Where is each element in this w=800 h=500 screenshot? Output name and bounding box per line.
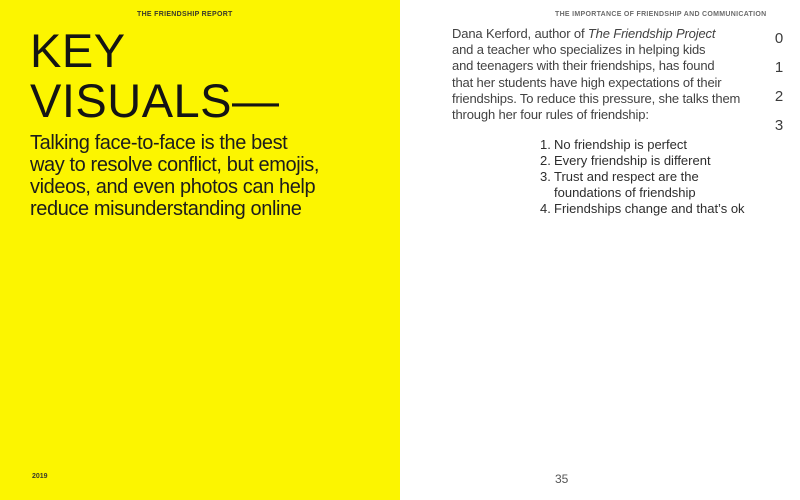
- list-text: foundations of friendship: [554, 185, 696, 200]
- page-number: 35: [555, 472, 569, 486]
- right-page: [400, 0, 800, 500]
- list-item: [540, 201, 745, 217]
- paragraph-line-1: [452, 26, 740, 42]
- list-marker: 2.: [540, 153, 551, 168]
- margin-digits: [770, 24, 788, 140]
- list-item: [540, 153, 745, 169]
- rules-list: [540, 137, 745, 217]
- margin-digit-2: 2: [774, 88, 784, 105]
- list-item-continuation: [540, 185, 745, 201]
- paragraph-line-1-text: Dana Kerford, author of: [452, 26, 588, 41]
- subtitle-line-3: videos, and even photos can help: [30, 176, 316, 198]
- list-marker: 1.: [540, 137, 551, 152]
- list-text: Trust and respect are the: [554, 169, 699, 184]
- right-running-header: THE IMPORTANCE OF FRIENDSHIP AND COMMUNICATION: [555, 11, 767, 18]
- list-marker: 4.: [540, 201, 551, 216]
- list-marker: 3.: [540, 169, 551, 184]
- subtitle-line-1: Talking face-to-face is the best: [30, 132, 288, 154]
- list-marker: [540, 185, 554, 201]
- paragraph-line-3: and teenagers with their friendships, has found: [452, 58, 715, 74]
- subtitle: [30, 132, 319, 220]
- title-line-2: VISUALS—: [30, 74, 280, 127]
- subtitle-line-4: reduce misunderstanding online: [30, 198, 302, 220]
- list-text: Friendships change and that’s ok: [554, 201, 745, 216]
- subtitle-line-2: way to resolve conflict, but emojis,: [30, 154, 320, 176]
- list-item: [540, 169, 745, 185]
- footer-year: 2019: [32, 473, 48, 480]
- list-item: [540, 137, 745, 153]
- paragraph-line-4: that her students have high expectations of their: [452, 74, 722, 90]
- page-title: [30, 26, 280, 126]
- list-text: No friendship is perfect: [554, 137, 687, 152]
- left-running-header: THE FRIENDSHIP REPORT: [137, 11, 233, 18]
- body-paragraph: [452, 26, 740, 123]
- list-text: Every friendship is different: [554, 153, 711, 168]
- paragraph-line-5: friendships. To reduce this pressure, she talks them: [452, 90, 741, 106]
- title-line-1: KEY: [30, 24, 126, 77]
- paragraph-line-6: through her four rules of friendship:: [452, 107, 649, 123]
- book-title-italic: The Friendship Project: [587, 26, 716, 41]
- paragraph-line-2: and a teacher who specializes in helping kids: [452, 42, 706, 58]
- margin-digit-3: 3: [774, 117, 784, 134]
- margin-digit-1: 1: [774, 59, 784, 76]
- margin-digit-0: 0: [774, 30, 784, 47]
